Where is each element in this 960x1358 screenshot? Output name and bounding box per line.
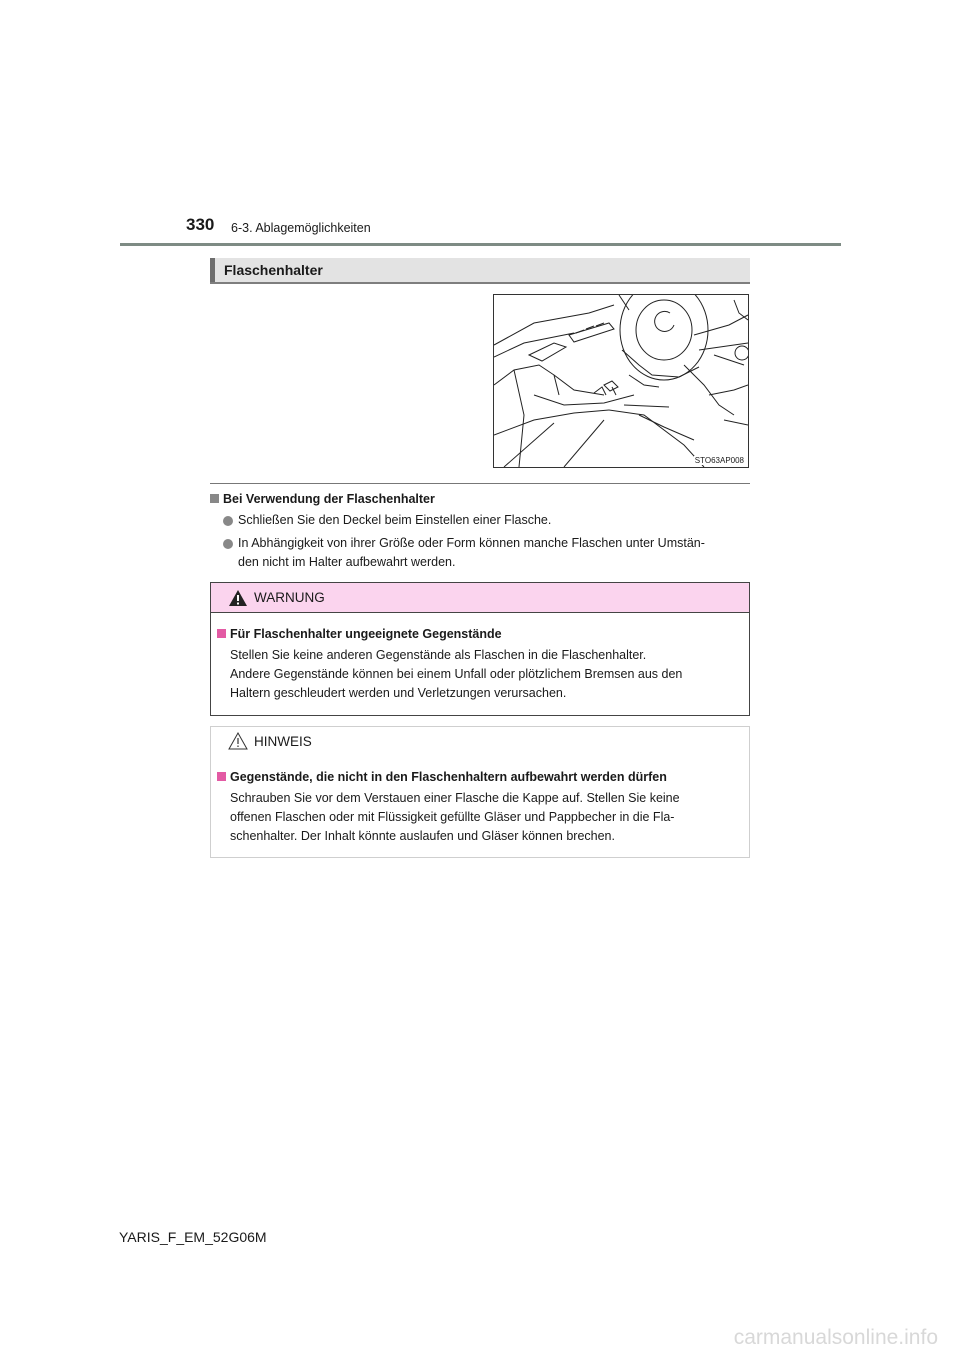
warning-line-2: Andere Gegenstände können bei einem Unfall oder plötzlichem Bremsen aus den [230,667,683,681]
square-bullet-icon [217,772,226,781]
square-bullet-icon [210,494,219,503]
warning-title: WARNUNG [254,590,325,605]
usage-heading-text: Bei Verwendung der Flaschenhalter [223,492,435,506]
square-bullet-icon [217,629,226,638]
notice-title: HINWEIS [254,734,312,749]
bullet-dot-icon [223,539,233,549]
watermark-text: carmanualsonline.info [733,1326,938,1349]
page-number: 330 [186,215,215,234]
usage-item-1: Schließen Sie den Deckel beim Einstellen einer Flasche. [238,513,552,527]
warning-line-1: Stellen Sie keine anderen Gegenstände als Flaschen in die Flaschenhalter. [230,648,647,662]
caution-triangle-icon [228,732,248,750]
cup-holder-illustration [493,294,749,468]
notice-line-3: schenhalter. Der Inhalt könnte auslaufen und Gläser können brechen. [230,829,615,843]
section-heading: Flaschenhalter [224,262,323,278]
notice-box [210,726,750,858]
document-code: YARIS_F_EM_52G06M [119,1229,267,1245]
divider [210,483,750,484]
notice-heading-text: Gegenstände, die nicht in den Flaschenhaltern aufbewahrt werden dürfen [230,770,667,784]
usage-heading [210,491,435,508]
bullet-dot-icon [223,516,233,526]
warning-heading-text: Für Flaschenhalter ungeeignete Gegenstände [230,627,502,641]
dashboard-line-drawing [494,295,748,467]
notice-line-1: Schrauben Sie vor dem Verstauen einer Flasche die Kappe auf. Stellen Sie keine [230,791,680,805]
usage-item-2-cont: den nicht im Halter aufbewahrt werden. [238,555,456,569]
warning-triangle-icon [228,589,248,607]
warning-box [210,582,750,716]
warning-header [211,583,749,613]
warning-line-3: Haltern geschleudert werden und Verletzungen verursachen. [230,686,567,700]
section-heading-bar [210,258,750,284]
section-title: 6-3. Ablagemöglichkeiten [231,221,371,235]
heading-accent [210,258,215,282]
figure-code: STO63AP008 [694,456,744,465]
watermark [0,1318,960,1358]
notice-line-2: offenen Flaschen oder mit Flüssigkeit gefüllte Gläser und Pappbecher in die Fla- [230,810,675,824]
header-rule [120,243,841,246]
usage-item-2: In Abhängigkeit von ihrer Größe oder Form können manche Flaschen unter Umstän- [238,536,705,550]
warning-heading [217,626,502,643]
notice-heading [217,769,667,786]
